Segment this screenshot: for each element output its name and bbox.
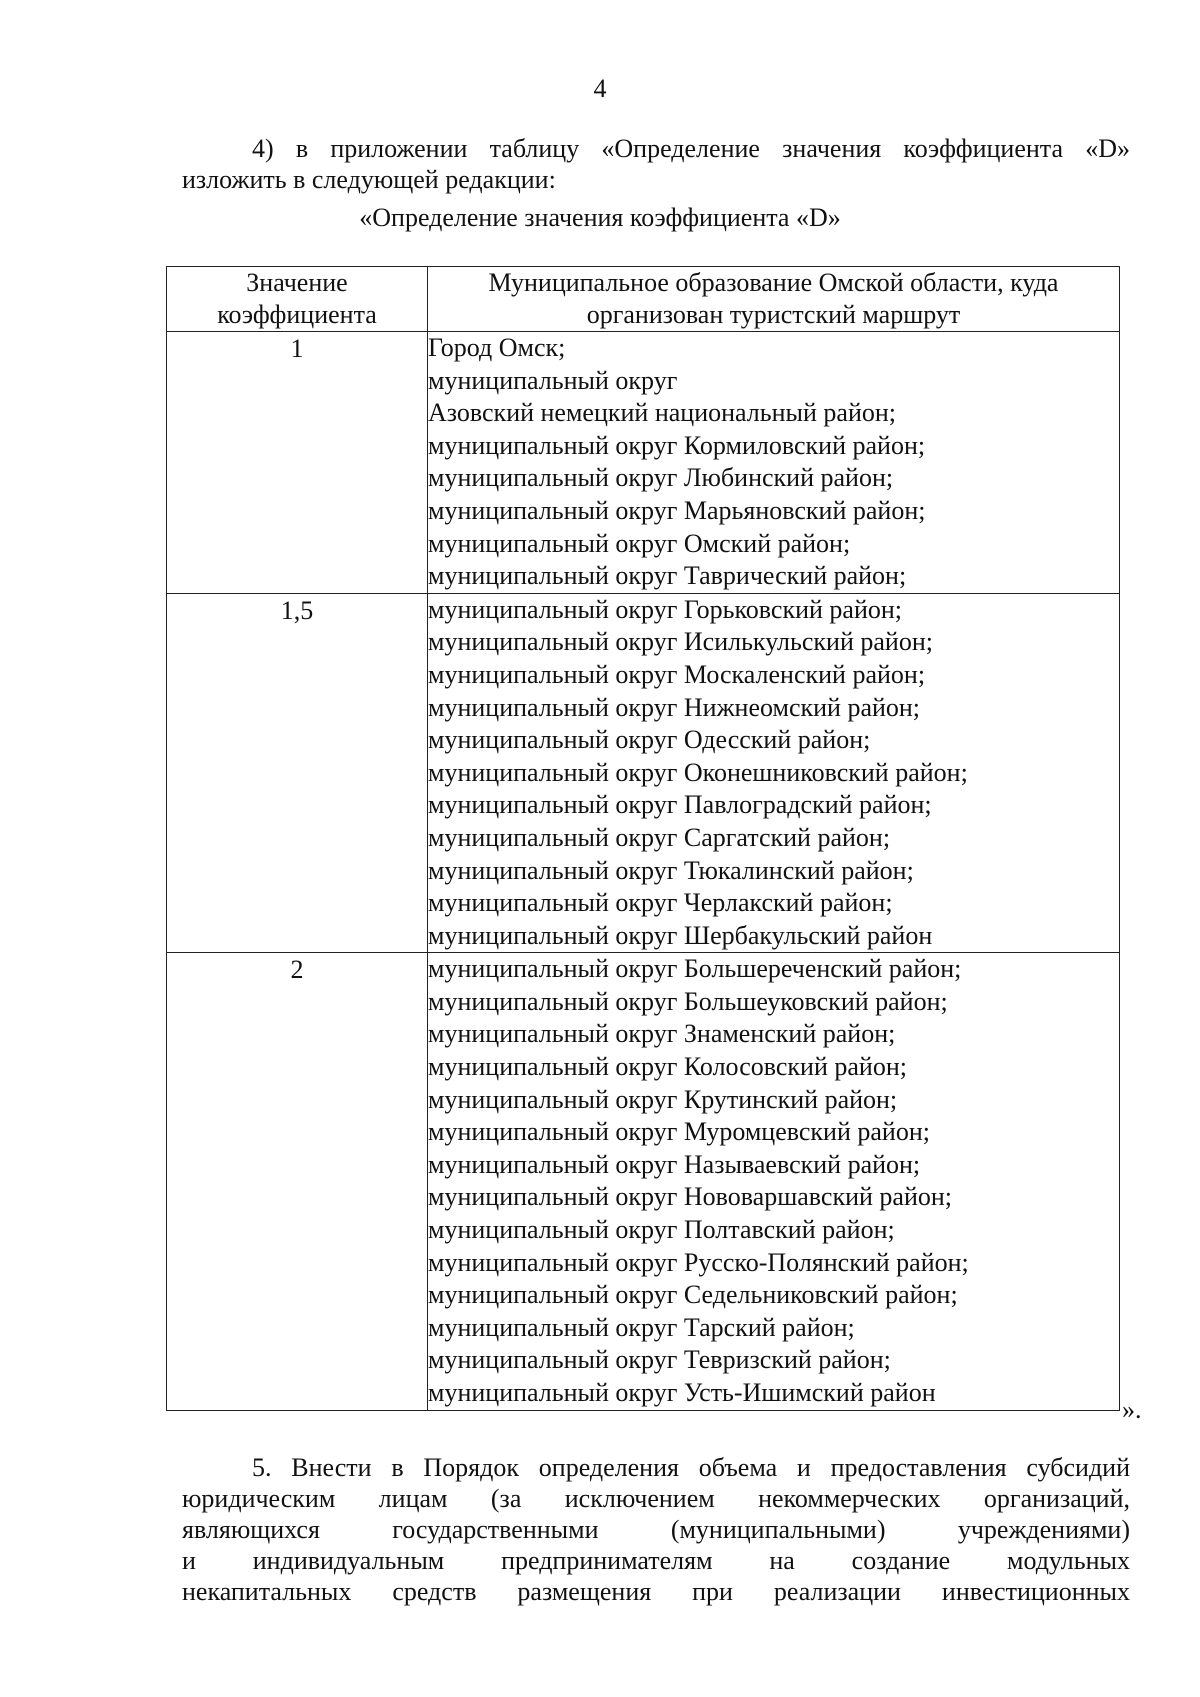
municipality-item: муниципальный округ Тарский район; (428, 1312, 855, 1342)
municipality-item: муниципальный округ (428, 365, 678, 395)
table-title: «Определение значения коэффициента «D» (359, 203, 841, 232)
municipality-item: муниципальный округ Исилькульский район; (428, 627, 933, 657)
paragraph-line: и индивидуальным предпринимателям на создание модульных (182, 1546, 1130, 1575)
municipality-item: муниципальный округ Любинский район; (428, 463, 894, 493)
page-number: 4 (593, 74, 607, 103)
coefficient-value: 1 (167, 332, 428, 594)
header-municipality: Муниципальное образование Омской области, куда организован туристский маршрут (428, 267, 1120, 332)
municipality-item: муниципальный округ Русско-Полянский район; (428, 1247, 969, 1277)
paragraph-line: 5. Внести в Порядок определения объема и предоставления субсидий (252, 1453, 1130, 1482)
municipality-list (428, 953, 1120, 1410)
municipality-item: муниципальный округ Называевский район; (428, 1149, 921, 1179)
table-row (167, 593, 1120, 953)
municipality-item: муниципальный округ Усть-Ишимский район (428, 1378, 936, 1407)
municipality-item: Город Омск; (428, 333, 566, 362)
table-row (167, 953, 1120, 1410)
municipality-item: муниципальный округ Тюкалинский район; (428, 855, 914, 885)
municipality-item: муниципальный округ Шербакульский район (428, 920, 933, 950)
municipality-item: муниципальный округ Кормиловский район; (428, 430, 926, 460)
paragraph-line: являющихся государственными (муниципальными) учреждениями) (182, 1515, 1130, 1544)
table-row (167, 332, 1120, 594)
intro-line: изложить в следующей редакции: (182, 165, 556, 194)
paragraph-line: юридическим лицам (за исключением некоммерческих организаций, (182, 1484, 1130, 1513)
closing-quote-mark: ». (1122, 1395, 1142, 1424)
municipality-item: муниципальный округ Нижнеомский район; (428, 692, 921, 722)
municipality-item: муниципальный округ Знаменский район; (428, 1019, 896, 1049)
municipality-item: муниципальный округ Большереченский район; (428, 954, 962, 984)
municipality-item: муниципальный округ Крутинский район; (428, 1084, 898, 1114)
municipality-item: муниципальный округ Марьяновский район; (428, 495, 926, 525)
intro-line: 4) в приложении таблицу «Определение значения коэффициента «D» (252, 134, 1130, 163)
header-coefficient: Значение коэффициента (167, 267, 428, 332)
table-header-row (167, 267, 1120, 332)
municipality-item: муниципальный округ Колосовский район; (428, 1052, 907, 1082)
municipality-item: муниципальный округ Тевризский район; (428, 1345, 891, 1375)
coefficient-value: 2 (167, 953, 428, 1410)
municipality-item: муниципальный округ Полтавский район; (428, 1215, 895, 1245)
municipality-list (428, 593, 1120, 953)
municipality-item: муниципальный округ Большеуковский район; (428, 986, 948, 1016)
municipality-item: муниципальный округ Павлоградский район; (428, 790, 932, 820)
paragraph-5 (182, 1452, 1130, 1607)
coefficient-table (166, 266, 1120, 1411)
municipality-item: муниципальный округ Горьковский район; (428, 594, 903, 624)
municipality-item: муниципальный округ Нововаршавский район; (428, 1182, 952, 1212)
municipality-item: муниципальный округ Таврический район; (428, 561, 907, 591)
intro-paragraph (182, 133, 1130, 195)
municipality-list (428, 332, 1120, 594)
municipality-item: муниципальный округ Одесский район; (428, 725, 871, 755)
municipality-item: муниципальный округ Саргатский район; (428, 822, 891, 852)
paragraph-line: некапитальных средств размещения при реализации инвестиционных (182, 1577, 1130, 1606)
municipality-item: муниципальный округ Оконешниковский район; (428, 757, 968, 787)
municipality-item: муниципальный округ Седельниковский район; (428, 1280, 958, 1310)
coefficient-value: 1,5 (167, 593, 428, 953)
municipality-item: Азовский немецкий национальный район; (428, 398, 897, 428)
municipality-item: муниципальный округ Омский район; (428, 528, 851, 558)
municipality-item: муниципальный округ Муромцевский район; (428, 1117, 930, 1147)
municipality-item: муниципальный округ Москаленский район; (428, 659, 926, 689)
municipality-item: муниципальный округ Черлакский район; (428, 888, 893, 918)
